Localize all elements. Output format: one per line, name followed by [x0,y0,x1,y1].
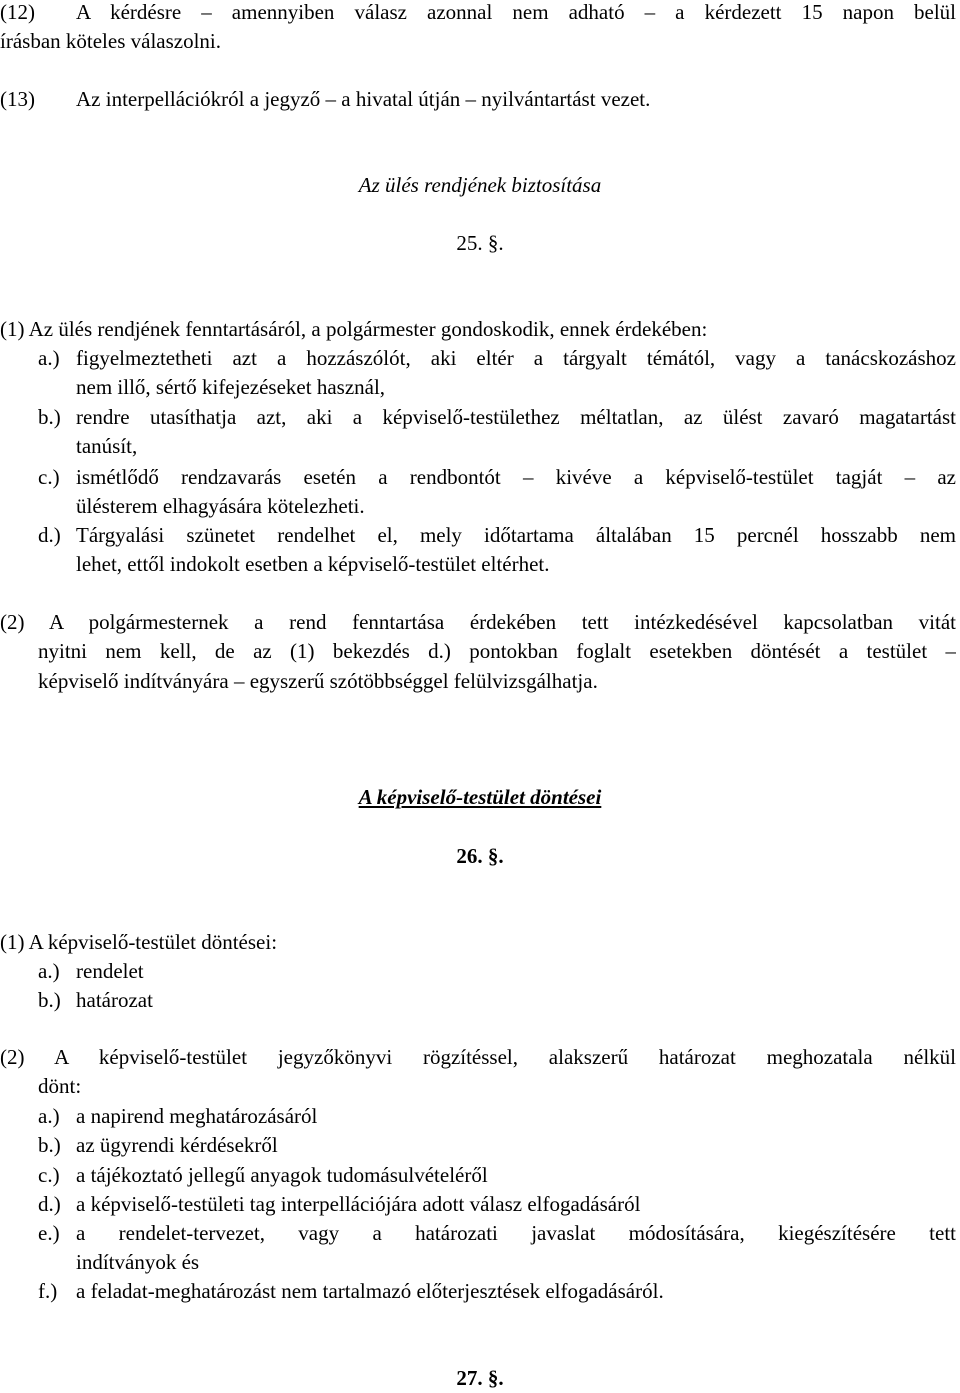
paragraph-number-26: 26. §. [456,844,504,868]
list-mark-e: e.) [38,1221,60,1245]
decision-hatarozat: határozat [76,988,153,1012]
list-mark-b: b.) [38,1133,61,1157]
section-25-2-line-2: nyitni nem kell, de az (1) bekezdés d.) pontokban foglalt esetekben döntését a testület – [38,639,956,663]
list-item-c: a tájékoztató jellegű anyagok tudomásulvételéről [76,1163,488,1187]
list-item-e-line-1: a rendelet-tervezet, vagy a határozati javaslat módosítására, kiegészítésére tett [76,1221,956,1245]
decision-mark-b: b.) [38,988,61,1012]
list-item-b: az ügyrendi kérdésekről [76,1133,278,1157]
paragraph-number-25: 25. §. [456,231,504,255]
section-26-2-line-2: dönt: [38,1074,82,1098]
item-mark-c: c.) [38,465,60,489]
decision-rendelet: rendelet [76,959,144,983]
list-item-a: a napirend meghatározásáról [76,1104,318,1128]
item-mark-a: a.) [38,346,60,370]
item-d-line-1: Tárgyalási szünetet rendelhet el, mely időtartama általában 15 percnél hosszabb nem [76,523,956,547]
paragraph-number-12: (12) [0,0,35,24]
item-a-line-1: figyelmeztetheti azt a hozzászólót, aki eltér a tárgyalt témától, vagy a tanácskozáshoz [76,346,956,370]
list-mark-c: c.) [38,1163,60,1187]
list-item-f: a feladat-meghatározást nem tartalmazó előterjesztések elfogadásáról. [76,1279,664,1303]
decision-mark-a: a.) [38,959,60,983]
section-26-1-intro: (1) A képviselő-testület döntései: [0,930,278,954]
list-mark-d: d.) [38,1192,61,1216]
paragraph-13-line-1: Az interpellációkról a jegyző – a hivatal útján – nyilvántartást vezet. [76,87,651,111]
list-mark-f: f.) [38,1279,58,1303]
paragraph-12-line-2: írásban köteles válaszolni. [0,29,222,53]
section-25-2-line-1: (2) A polgármesternek a rend fenntartása érdekében tett intézkedésével kapcsolatban vitát [0,610,956,634]
section-25-2-line-3: képviselő indítványára – egyszerű szótöbbséggel felülvizsgálhatja. [38,669,598,693]
item-mark-d: d.) [38,523,61,547]
section-title-ules-rendje: Az ülés rendjének biztosítása [358,173,602,197]
paragraph-number-13: (13) [0,87,35,111]
item-b-line-1: rendre utasíthatja azt, aki a képviselő-testülethez méltatlan, az ülést zavaró magatartást [76,405,956,429]
section-25-1-intro: (1) Az ülés rendjének fenntartásáról, a polgármester gondoskodik, ennek érdekében: [0,317,708,341]
item-d-line-2: lehet, ettől indokolt esetben a képviselő-testület eltérhet. [76,552,550,576]
paragraph-number-27: 27. §. [456,1366,504,1390]
section-26-2-line-1: (2) A képviselő-testület jegyzőkönyvi rögzítéssel, alakszerű határozat meghozatala nélkül [0,1045,956,1069]
paragraph-12-line-1: A kérdésre – amennyiben válasz azonnal nem adható – a kérdezett 15 napon belül [76,0,956,24]
item-c-line-1: ismétlődő rendzavarás esetén a rendbontót – kivéve a képviselő-testület tagját – az [76,465,956,489]
list-item-d: a képviselő-testületi tag interpellációjára adott válasz elfogadásáról [76,1192,641,1216]
item-b-line-2: tanúsít, [76,434,138,458]
section-title-kepviselo-testulet-dontesei: A képviselő-testület döntései [358,785,602,809]
item-mark-b: b.) [38,405,61,429]
list-mark-a: a.) [38,1104,60,1128]
item-c-line-2: ülésterem elhagyására kötelezheti. [76,494,365,518]
item-a-line-2: nem illő, sértő kifejezéseket használ, [76,375,386,399]
list-item-e-line-2: indítványok és [76,1250,200,1274]
